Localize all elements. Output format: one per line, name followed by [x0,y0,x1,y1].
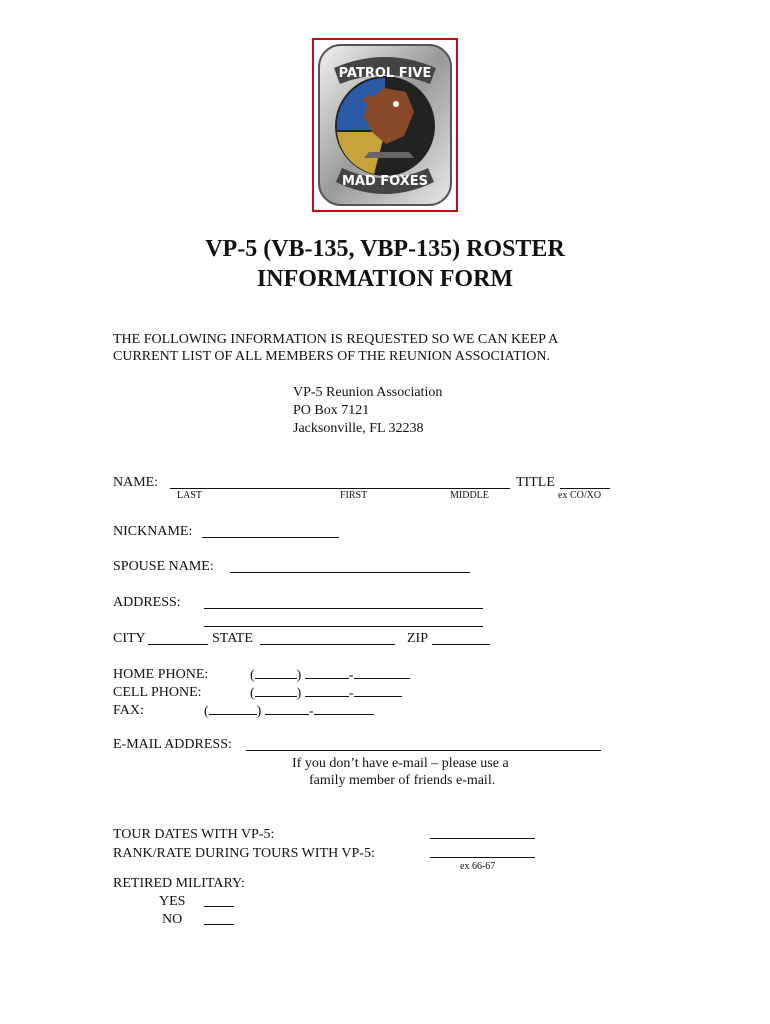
city-label: CITY [113,631,146,646]
zip-field[interactable] [432,644,490,645]
email-note-line1: If you don’t have e-mail – please use a [292,756,509,771]
tour-dates-label: TOUR DATES WITH VP-5: [113,827,275,842]
logo-top-text: PATROL FIVE [338,66,432,81]
title-label: TITLE [516,475,555,490]
address-field-1[interactable] [204,608,483,609]
address-label: ADDRESS: [113,595,181,610]
middle-name-hint: MIDDLE [450,490,489,501]
title-field[interactable] [560,488,610,489]
logo-bottom-text: MAD FOXES [341,174,429,189]
spouse-field[interactable] [230,572,470,573]
first-name-hint: FIRST [340,490,368,501]
home-phone-field[interactable]: ( ) - [250,666,410,684]
retired-no-label: NO [162,912,183,927]
name-label: NAME: [113,475,159,490]
intro-line1: THE FOLLOWING INFORMATION IS REQUESTED SO WE CAN KEEP A [113,332,559,347]
fax-label: FAX: [113,703,144,718]
mailing-address-line2: PO Box 7121 [293,403,370,418]
intro-line2: CURRENT LIST OF ALL MEMBERS OF THE REUNION ASSOCIATION. [113,349,551,364]
email-field[interactable] [246,750,601,751]
retired-yes-field[interactable] [204,906,234,907]
fax-field[interactable]: ( ) - [204,702,374,720]
zip-label: ZIP [407,631,428,646]
city-field[interactable] [148,644,208,645]
rank-rate-field[interactable] [430,857,535,858]
cell-phone-label: CELL PHONE: [113,685,202,700]
tour-dates-field[interactable] [430,838,535,839]
mailing-address-line1: VP-5 Reunion Association [293,385,443,400]
home-phone-label: HOME PHONE: [113,667,209,682]
email-note-line2: family member of friends e-mail. [309,773,496,788]
title-hint: ex CO/XO [558,490,602,501]
address-field-2[interactable] [204,626,483,627]
state-label: STATE [212,631,253,646]
nickname-label: NICKNAME: [113,524,193,539]
rank-rate-label: RANK/RATE DURING TOURS WITH VP-5: [113,846,375,861]
page-title-line1: VP-5 (VB-135, VBP-135) ROSTER [205,236,565,262]
email-label: E-MAIL ADDRESS: [113,737,232,752]
spouse-label: SPOUSE NAME: [113,559,214,574]
page-title-line2: INFORMATION FORM [256,266,514,292]
retired-military-label: RETIRED MILITARY: [113,876,245,891]
name-field[interactable] [170,488,510,489]
state-field[interactable] [260,644,395,645]
last-name-hint: LAST [177,490,202,501]
mailing-address-line3: Jacksonville, FL 32238 [293,421,424,436]
nickname-field[interactable] [202,537,339,538]
cell-phone-field[interactable]: ( ) - [250,684,402,702]
retired-yes-label: YES [159,894,186,909]
mad-foxes-emblem [314,40,456,210]
squadron-logo [312,38,458,212]
tour-dates-hint: ex 66-67 [460,861,496,872]
retired-no-field[interactable] [204,924,234,925]
